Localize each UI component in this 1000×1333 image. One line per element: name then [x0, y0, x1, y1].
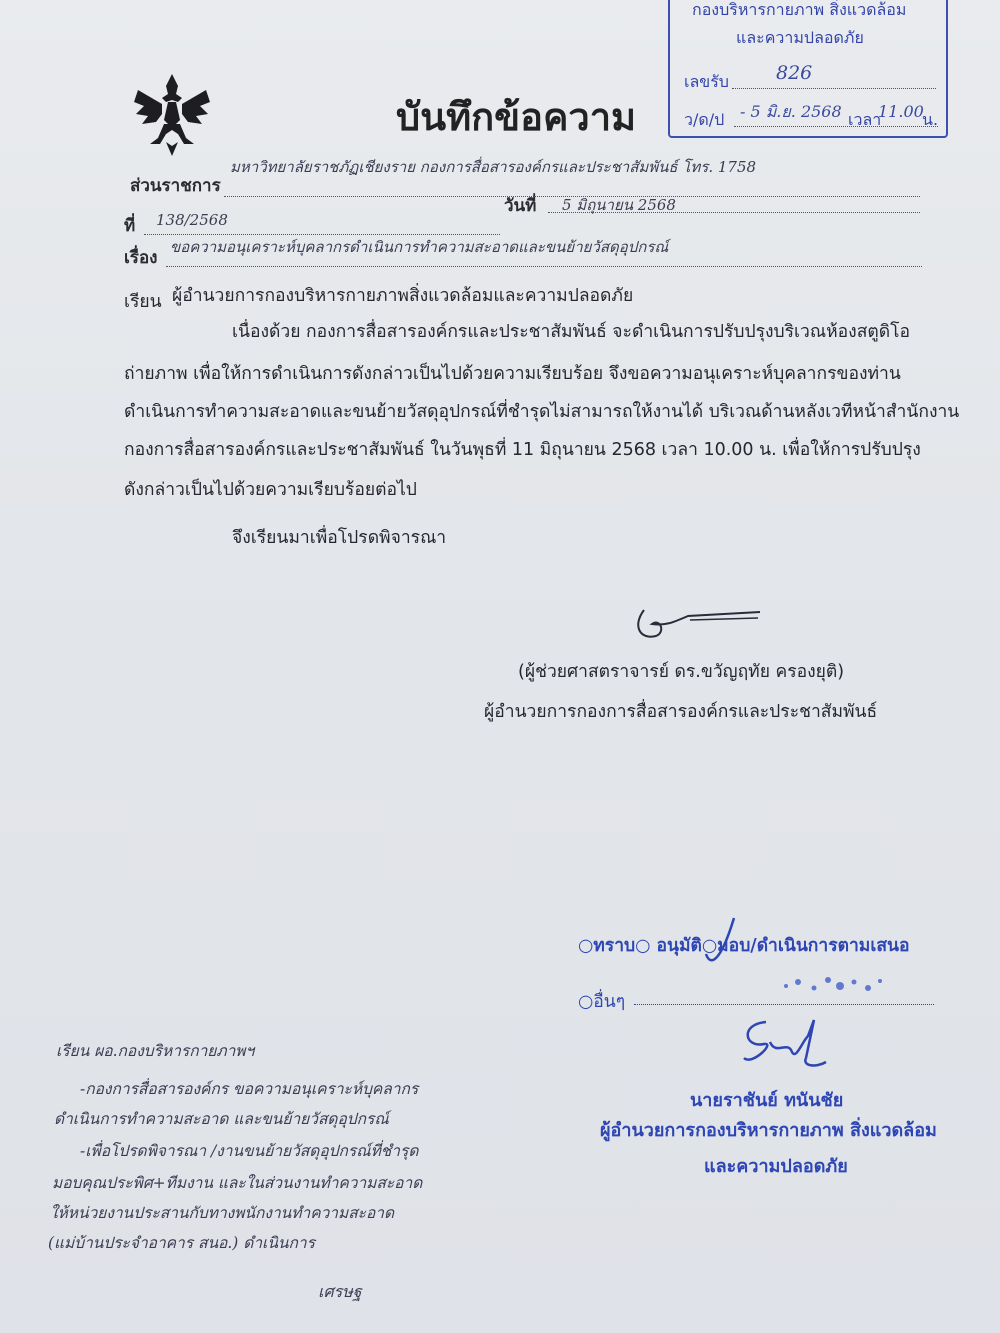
subject-label: เรื่อง: [124, 248, 158, 268]
body-line-2: ถ่ายภาพ เพื่อให้การดำเนินการดังกล่าวเป็นไปด้วยความเรียบร้อย จึงขอความอนุเคราะห์บุคลากรของท่าน: [124, 364, 901, 384]
doc-date-value: 5 มิถุนายน 2568: [562, 196, 676, 214]
approver-title-2: และความปลอดภัย: [704, 1156, 848, 1177]
check-mark-icon: [700, 914, 740, 970]
receipt-stamp: [668, 0, 948, 138]
note-signature: เศรษฐ: [318, 1282, 362, 1301]
garuda-emblem-icon: [132, 72, 212, 158]
stamp-receipt-number: 826: [776, 62, 813, 84]
subject-value: ขอความอนุเคราะห์บุคลากรดำเนินการทำความสะอาดและขนย้ายวัสดุอุปกรณ์: [170, 238, 669, 256]
approver-name: นายราชันย์ ทนันชัย: [690, 1090, 844, 1111]
stamp-dept-line1: กองบริหารกายภาพ สิ่งแวดล้อม: [692, 0, 907, 19]
sender-signature-icon: [630, 596, 770, 646]
note-line-6: ให้หน่วยงานประสานกับทางพนักงานทำความสะอาด: [50, 1204, 395, 1222]
body-line-5: ดังกล่าวเป็นไปด้วยความเรียบร้อยต่อไป: [124, 480, 417, 500]
stamp-time-value: 11.00: [878, 102, 924, 121]
stamp-time-label: เวลา: [848, 110, 882, 129]
approver-title-1: ผู้อำนวยการกองบริหารกายภาพ สิ่งแวดล้อม: [600, 1120, 937, 1141]
body-line-1: เนื่องด้วย กองการสื่อสารองค์กรและประชาสัมพันธ์ จะดำเนินการปรับปรุงบริเวณห้องสตูดิโอ: [232, 322, 911, 342]
sender-name: (ผู้ช่วยศาสตราจารย์ ดร.ขวัญฤทัย ครองยุติ): [518, 662, 845, 682]
sender-title: ผู้อำนวยการกองการสื่อสารองค์กรและประชาสัมพันธ์: [484, 702, 878, 722]
stamp-dept-line2: และความปลอดภัย: [736, 28, 864, 47]
salutation-value: ผู้อำนวยการกองบริหารกายภาพสิ่งแวดล้อมและความปลอดภัย: [172, 286, 634, 306]
action-options: ○ทราบ○ อนุมัติ○มอบ/ดำเนินการตามเสนอ: [578, 936, 910, 956]
dept-label: ส่วนราชการ: [130, 176, 221, 196]
approver-signature-icon: [736, 1012, 832, 1076]
note-line-2: -กองการสื่อสารองค์กร ขอความอนุเคราะห์บุคลากร: [80, 1080, 419, 1098]
body-line-3: ดำเนินการทำความสะอาดและขนย้ายวัสดุอุปกรณ์ที่ชำรุดไม่สามารถให้งานได้ บริเวณด้านหลังเวทีหน้าสำนักงาน: [124, 402, 960, 422]
salutation-label: เรียน: [124, 292, 162, 312]
note-line-3: ดำเนินการทำความสะอาด และขนย้ายวัสดุอุปกรณ์: [54, 1110, 389, 1128]
doc-number-value: 138/2568: [156, 211, 228, 229]
ink-smudge-icon: [776, 972, 896, 998]
doc-date-label: วันที่: [504, 196, 537, 216]
stamp-date-value: - 5 มิ.ย. 2568: [740, 102, 842, 121]
stamp-time-unit: น.: [922, 110, 939, 129]
closing-text: จึงเรียนมาเพื่อโปรดพิจารณา: [232, 528, 447, 548]
doc-number-label: ที่: [124, 216, 136, 236]
stamp-receipt-label: เลขรับ: [684, 72, 729, 91]
note-line-5: มอบคุณประพิศ+ทีมงาน และในส่วนงานทำความสะอาด: [52, 1174, 423, 1192]
action-other-label: ○อื่นๆ: [578, 992, 626, 1012]
note-line-1: เรียน ผอ.กองบริหารกายภาพฯ: [56, 1042, 255, 1060]
note-line-4: -เพื่อโปรดพิจารณา /งานขนย้ายวัสดุอุปกรณ์ที่ชำรุด: [80, 1142, 419, 1160]
dept-value: มหาวิทยาลัยราชภัฏเชียงราย กองการสื่อสารองค์กรและประชาสัมพันธ์ โทร. 1758: [230, 158, 757, 176]
stamp-date-label: ว/ด/ป: [684, 110, 725, 129]
body-line-4: กองการสื่อสารองค์กรและประชาสัมพันธ์ ในวันพุธที่ 11 มิถุนายน 2568 เวลา 10.00 น. เพื่อให้การปรับปรุง: [124, 440, 921, 460]
memo-title: บันทึกข้อความ: [396, 95, 637, 139]
note-line-7: (แม่บ้านประจำอาคาร สนอ.) ดำเนินการ: [48, 1234, 315, 1252]
